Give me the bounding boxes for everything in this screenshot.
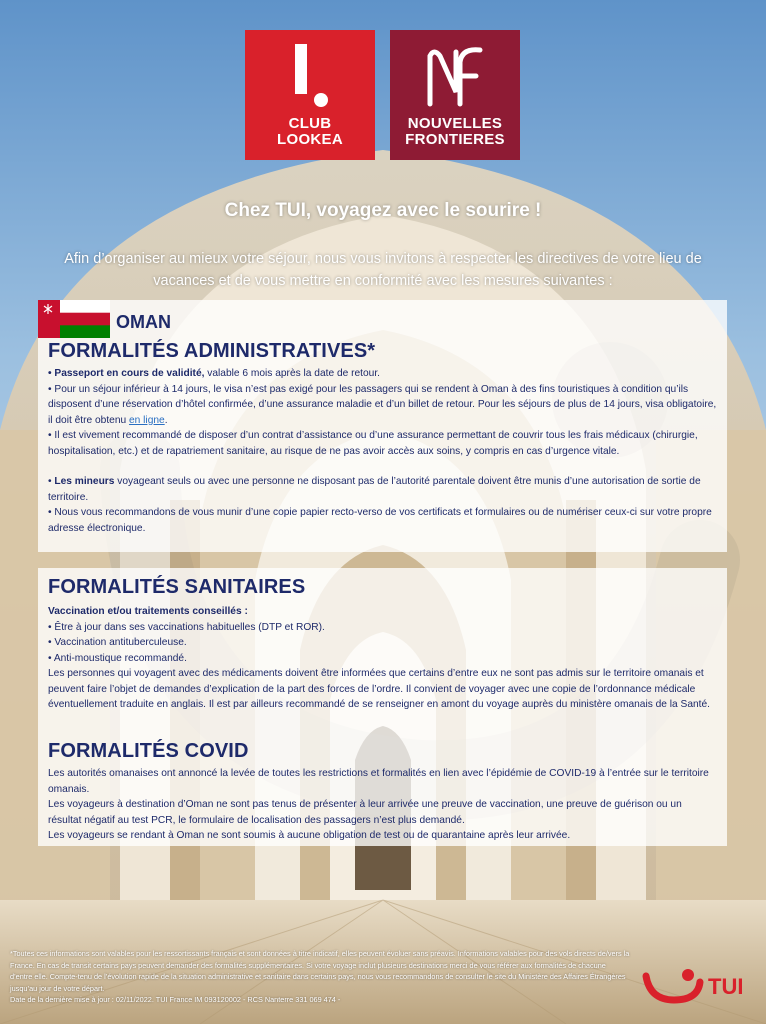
covid-body [48, 766, 717, 844]
footer-disclaimer-text: *Toutes ces informations sont valables pour les ressortissants français et sont données à titre indicatif, elles peuvent évoluer sans préavis. Informations valables pour des vols directs de/vers la France. En cas de transit certains pays peuvent demander des formalités supplémentaires. Si votre voyage inclut plusieurs destinations merci de vous référer aux formalités de chacune d’entre elle. Compte-tenu de l’évolution rapide de la situation administrative et sanitaire dans certains pays, nous vous recommandons de consulter le site du Ministère des Affaires Étrangères jusqu’au jour de votre départ. [10, 949, 630, 993]
admin-title: FORMALITÉS ADMINISTRATIVES* [48, 340, 376, 362]
oman-flag-icon [38, 300, 110, 338]
sanitaires-paragraph: Les personnes qui voyagent avec des médicaments doivent être informées que certains d’entre eux ne sont pas admis sur le territoire omanais et peuvent faire l’objet de demandes d’explication de la part des forces de l’ordre. Il convient de voyager avec une copie de l’ordonnance médicale éventuellement traduite en anglais. Il est par ailleurs recommandé de se renseigner en amont du voyage auprès du ministère omanais de la Santé. [48, 668, 711, 710]
admin-minors-bold: Les mineurs [54, 476, 115, 487]
sanitaires-item: • Vaccination antituberculeuse. [48, 637, 187, 648]
admin-passport-rest: valable 6 mois après la date de retour. [204, 368, 380, 379]
sanitaires-item: • Anti-moustique recommandé. [48, 652, 187, 664]
headline: Chez TUI, voyagez avec le sourire ! [224, 200, 542, 221]
admin-visa [48, 382, 717, 429]
footer-update-date: Date de la dernière mise à jour : 02/11/2022. TUI France IM 093120002 - RCS Nanterre 331 069 474 - [10, 995, 341, 1004]
admin-passport [48, 366, 717, 382]
admin-visa-text: • Pour un séjour inférieur à 14 jours, le visa n’est pas exigé pour les passagers qui se rendent à Oman à des fins touristiques à condition qu’ils disposent d’une réservation d’hôtel confirmée, d’une assurance maladie et d’un billet de retour. Pour les séjours de plus de 14 jours, visa obligatoire, il doit être obtenu [48, 383, 717, 426]
admin-minors-bullet: • [48, 476, 55, 487]
admin-body [48, 366, 717, 536]
visa-online-link[interactable]: en ligne [129, 414, 165, 426]
sanitaires-subtitle [48, 604, 717, 620]
sanitaires-subtitle-bold: Vaccination et/ou traitements conseillés : [48, 606, 248, 617]
nouvelles-frontieres-nf-icon [420, 42, 490, 112]
health-formalities-panel [38, 568, 727, 846]
admin-formalities-panel [38, 300, 727, 552]
admin-insurance: • Il est vivement recommandé de disposer d’un contrat d’assistance ou d’une assurance permettant de couvrir tous les frais médicaux (chirurgie, hospitalisation, etc.) et de rapatriement sanitaire, au risque de ne pas avoir accès aux soins, y compris en cas d’urgence vitale. [48, 430, 698, 457]
club-lookea-logo [245, 30, 375, 160]
sanitaires-title: FORMALITÉS SANITAIRES [48, 576, 306, 598]
admin-copies: • Nous vous recommandons de vous munir d’une copie papier recto-verso de vos certificats et formulaires ou de numériser ceux-ci sur votre propre adresse électronique. [48, 507, 712, 534]
sanitaires-body [48, 604, 717, 713]
tui-wordmark: TUI [708, 974, 744, 999]
covid-title: FORMALITÉS COVID [48, 740, 249, 762]
logo2-line1: NOUVELLES [407, 115, 503, 132]
logo1-line1: CLUB [288, 115, 332, 132]
footer-disclaimer [10, 948, 630, 1006]
logo2-line2: FRONTIERES [405, 131, 505, 148]
covid-p2: Les voyageurs à destination d’Oman ne sont pas tenus de présenter à leur arrivée une preuve de vaccination, une preuve de guérison ou un résultat négatif au test PCR, le formulaire de localisation des passagers n’est plus demandé. [48, 799, 682, 826]
club-lookea-l-icon [285, 42, 335, 112]
logo1-line2: LOOKEA [277, 131, 343, 148]
country-name: OMAN [116, 312, 171, 332]
admin-minors [48, 474, 717, 505]
intro-text: Afin d’organiser au mieux votre séjour, nous vous invitons à respecter les directives de votre lieu de vacances et de vous mettre en conformité avec les mesures suivantes : [64, 251, 702, 289]
admin-visa-end: . [164, 414, 168, 426]
covid-p3: Les voyageurs se rendant à Oman ne sont soumis à aucune obligation de test ou de quarantaine après leur arrivée. [48, 830, 571, 841]
sanitaires-item: • Être à jour dans ses vaccinations habituelles (DTP et ROR). [48, 621, 325, 633]
covid-p1: Les autorités omanaises ont annoncé la levée de toutes les restrictions et formalités en lien avec l’épidémie de COVID-19 à l’entrée sur le territoire omanais. [48, 768, 709, 795]
admin-passport-bold: • Passeport en cours de validité, [48, 368, 205, 379]
admin-minors-rest: voyageant seuls ou avec une personne ne disposant pas de l’autorité parentale doivent être munis d’une autorisation de sortie de territoire. [48, 476, 701, 503]
nouvelles-frontieres-logo [390, 30, 520, 160]
